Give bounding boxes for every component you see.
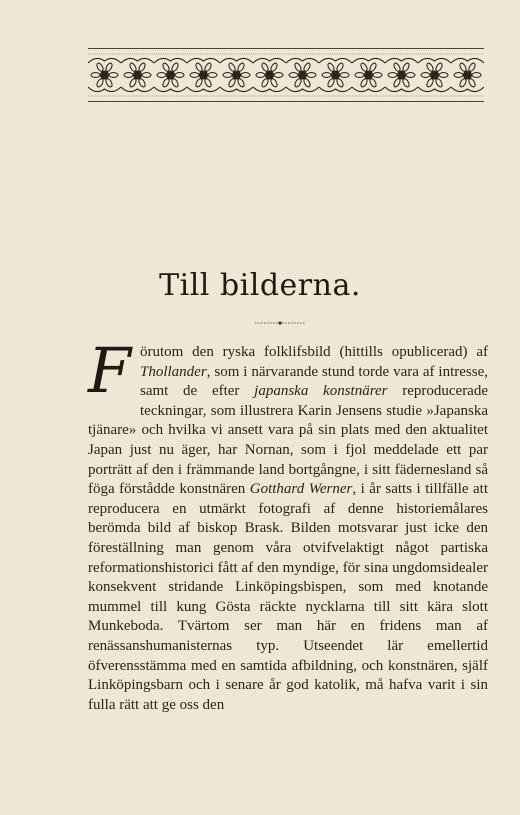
page-title: Till bilderna. <box>159 268 361 303</box>
text-segment: örutom den ryska folklifsbild (hittills opublicerad) af <box>140 344 488 360</box>
italic-phrase: japanska konstnärer <box>254 383 388 400</box>
drop-cap: F <box>88 334 132 407</box>
header-ornament-band <box>88 48 484 102</box>
floral-ornament-icon <box>88 49 484 101</box>
text-segment: , i år satts i tillfälle att reproducera en utmärkt fotografi af denne historiemålares berömda bild af biskop Brask. Bilden motsvarar just icke den föreställning man genom våra otvifvelaktigt något partiska reformationshistorici fått af den myndige, för sina ungdomsidealer konsekvent stridande Linköpingsbispen, som med knotande mummel till kung Gösta räckte nycklarna till sitt kära slott Munkeboda. Tvärtom ser man här en fridens man af renässanshumanisternas typ. Utseendet lär emellertid öfverensstämma med en samtida afbildning, och konstnären, själf Linköpingsbarn och i senare år god katolik, må hafva varit i sin fulla rätt att ge oss den <box>88 481 489 713</box>
artist-name-thollander: Thollander <box>140 363 207 380</box>
text-segment: , som i närvarande stund torde vara af intresse, samt de efter <box>140 363 488 400</box>
body-paragraph <box>88 334 489 715</box>
text-segment: reproducerade teckningar, som illustrera Karin Jensens studie »Japanska tjänare» och hvilka vi ansett vara på sin plats med den aktualitet Japan just nu äger, har Nornan, som i fjol meddelade ett par porträtt af den i främmande land bortgångne, i sitt fädernesland så föga förstådde konstnären <box>88 383 489 498</box>
title-divider-ornament <box>255 321 305 325</box>
artist-name-werner: Gotthard Werner <box>249 481 353 498</box>
